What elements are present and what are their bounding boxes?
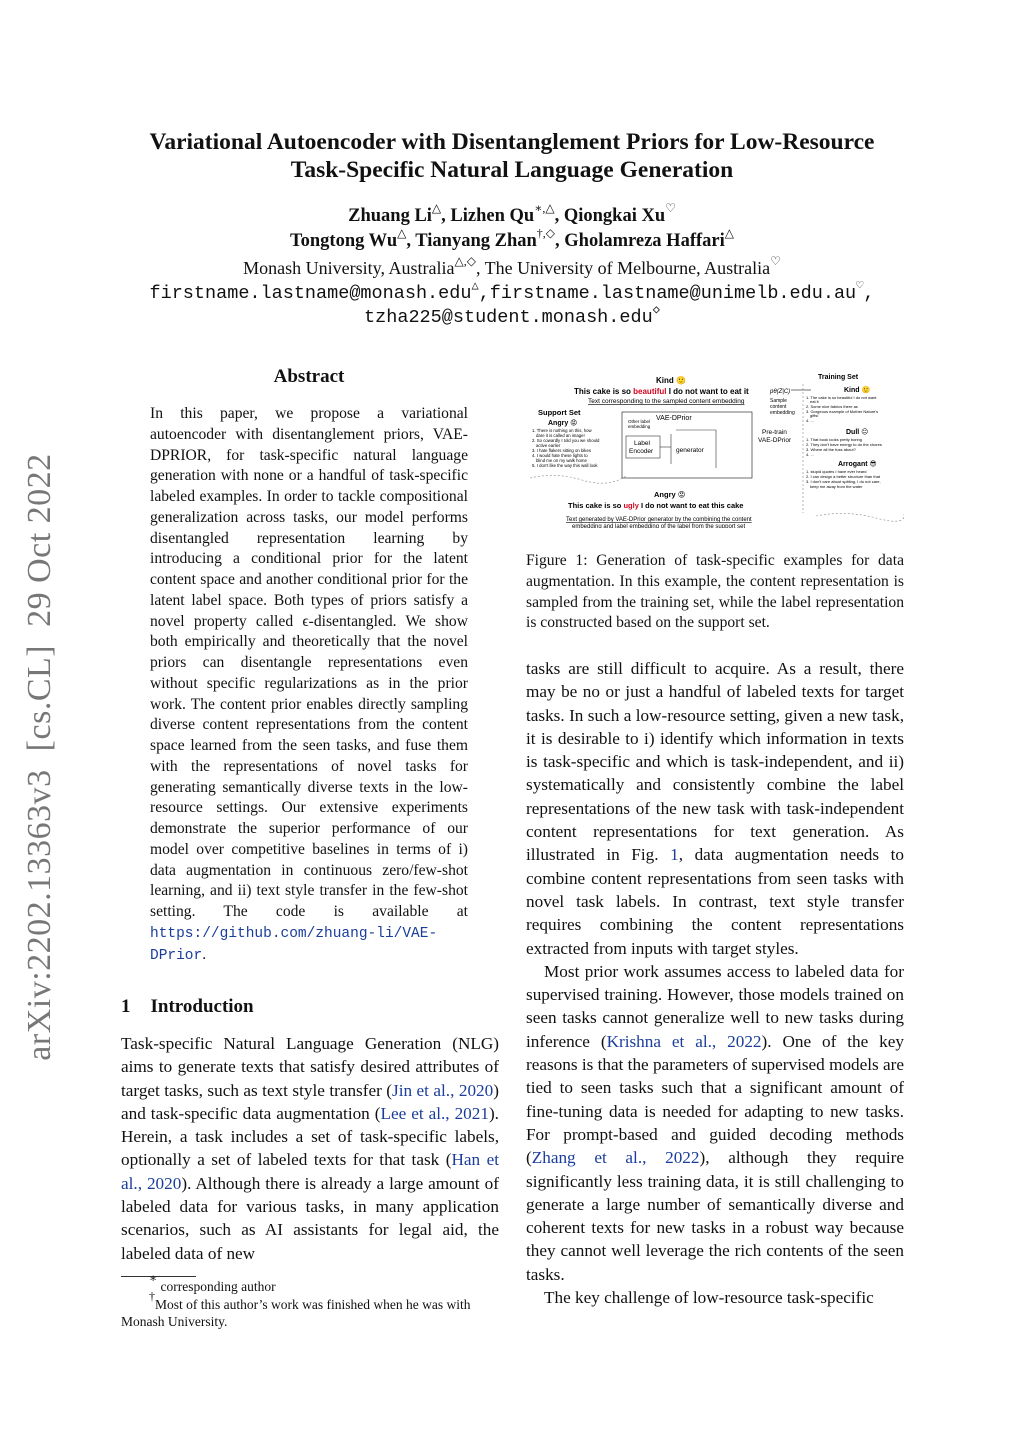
svg-text:blind me on my walk home: blind me on my walk home [536,458,587,463]
body-text: Task-specific Natural Language Generation (NLG) aims to generate texts that satisfy desired attributes of target tasks, such as text style transfer ( [121,1034,499,1100]
author-name: Zhuang Li [348,206,432,226]
svg-text:1. stupid quotes I have ever h: 1. stupid quotes I have ever heard [806,469,867,474]
intro-paragraph-2 [526,657,904,960]
figure-1-diagram [526,368,904,528]
fig-angry-label: Angry 😡 [548,420,578,427]
fig-arrogant-examples [806,469,881,489]
fig-angry-output: Angry 😡 [654,490,686,499]
svg-text:active earlier: active earlier [536,443,561,448]
fig-top-caption: Text corresponding to the sampled content embedding [588,398,745,405]
svg-text:eat it: eat it [810,399,819,404]
citation-link[interactable]: Zhang et al., 2022 [531,1148,700,1168]
section-heading [121,996,254,1018]
email-monash: firstname.lastname@monash.edu [149,283,472,304]
fig-label-encoder: Label Encoder [629,440,654,455]
email-mark: ◇ [652,303,660,317]
title-line-1: Variational Autoencoder with Disentanglement Priors for Low-Resource [149,129,875,155]
code-link[interactable]: https://github.com/zhuang-li/VAE-DPrior [150,925,438,964]
abstract-end: . [202,945,207,963]
author-row-1: Zhuang Li△, Lizhen Qu∗,△, Qiongkai Xu♡ [348,201,676,226]
body-text: Most prior work assumes access to labeled data for supervised training. However, those models trained on seen tasks cannot generalize well to new tasks during inference ( [526,961,904,1051]
fig-top-sentence: This cake is so beautiful I do not want to eat it [574,387,749,396]
svg-text:2. I can design a better struc: 2. I can design a better structure than that [806,474,881,479]
intro-paragraph-4: The key challenge of low-resource task-specific [544,1288,874,1308]
citation-link[interactable]: Lee et al., 2021 [380,1103,489,1123]
svg-text:3. Gorgeous example of Mother: 3. Gorgeous example of Mother Nature's [806,409,879,414]
svg-text:4. ...: 4. ... [806,452,814,457]
fig-bottom-caption: Text generated by VAE-DPrior generator by the combining the content embedding and label embedding of the label from the support set [566,517,752,528]
fig-set-boundary [530,475,626,483]
footnote-mark: † [149,1288,155,1303]
author-name: Lizhen Qu [450,206,535,226]
author-name: Tianyang Zhan [415,231,537,251]
citation-link[interactable]: Krishna et al., 2022 [606,1031,762,1051]
body-text: ) and task-specific data augmentation ( [121,1080,499,1123]
email-unimelb: ,firstname.lastname@unimelb.edu.au [478,283,857,304]
figure-ref-link[interactable]: 1 [670,845,679,865]
svg-text:1. The cake is so beautiful I: 1. The cake is so beautiful I do not want [806,395,877,400]
author-mark: †,◇ [536,226,556,240]
footnote-mark: ∗ [149,1271,158,1285]
fig-arrogant-label: Arrogant 😎 [838,461,877,468]
body-text: ). One of the key reasons is that the parameters of supervised models are tied to seen tasks such that a significant amount of fine-tuning data is needed for adapting to new tasks. For prompt-based and guided decoding methods ( [526,1031,904,1168]
svg-text:3. I hate flakers sitting on b: 3. I hate flakers sitting on bikes [532,448,591,453]
abstract-heading: Abstract [273,366,345,387]
author-mark: ∗,△ [534,201,555,215]
figure-1-caption: Figure 1: Generation of task-specific examples for data augmentation. In this example, the content representation is sampled from the training set, while the label representation is constructed based on the support set. [526,552,904,632]
citation-link[interactable]: Jin et al., 2020 [392,1080,494,1100]
fig-dull-examples [806,437,882,457]
body-text: ). Although there is already a large amount of labeled data for various tasks, in many application scenarios, such as AI assistants for legal aid, the labeled data of new [121,1173,499,1263]
fig-kind-examples [806,395,878,423]
fig-generator: generator [676,447,704,454]
svg-text:2. So cowardly I told you we s: 2. So cowardly I told you we should [532,438,600,443]
svg-text:4. ...: 4. ... [806,418,814,423]
svg-text:4. I would hate these lights t: 4. I would hate these lights to [532,453,588,458]
abstract-body [150,404,468,966]
affiliation-mark: ♡ [770,254,781,268]
affiliation-mark: △,◇ [454,254,476,268]
author-mark: ♡ [665,201,676,215]
body-text: ), although they require significantly less training data, it is still challenging to generate a large number of semantically diverse and coherent texts for new tasks in a robust way because they cannot well leverage the rich contents of the seen tasks. [526,1148,904,1284]
affiliations [60,256,964,280]
arxiv-identifier: arXiv:2202.13363v3 [cs.CL] 29 Oct 2022 [21,453,58,1061]
fig-dull-label: Dull 😐 [846,429,869,436]
fig-prior-label: pθ(Z|C) [770,389,791,395]
fig-kind-label: Kind 🙂 [656,376,686,385]
citation-link[interactable]: Han et al., 2020 [121,1150,499,1193]
body-text: ). Herein, a task includes a set of task-specific labels, optionally a set of labeled texts for that task ( [121,1103,499,1170]
svg-text:keep me away from the water: keep me away from the water [810,484,863,489]
abstract-text: In this paper, we propose a variational autoencoder with disentanglement priors, VAE-DPRIOR, for task-specific natural language generation with none or a handful of task-specific labeled examples. In order to tackle compositional generalization across tasks, our model performs disentangled representation learning by introducing a conditional prior for the latent content space and another conditional prior for the latent label space. Both types of priors satisfy a novel property called ϵ-disentangled. We show both empirically and theoretically that the novel priors can disentangle representations even without specific regularizations as in the prior work. The content prior enables directly sampling diverse content representations from the content space learned from the seen tasks, and fuse them with the representations of novel tasks for generating semantically diverse texts in the low-resource settings. Our extensive experiments demonstrate the superior performance of our model over competitive baselines in terms of i) data augmentation in continuous zero/few-shot learning, and ii) text style transfer in the few-shot setting. The code is available at [150,405,468,920]
footnote-rule [121,1276,196,1277]
footnote-2 [121,1288,499,1331]
svg-text:gifts!: gifts! [810,413,819,418]
section-title: Introduction [150,996,254,1017]
affiliation-melbourne: , The University of Melbourne, Australia [475,258,771,278]
body-text: , data augmentation needs to combine content representations from seen tasks with novel task labels. In contrast, text style transfer requires combining the content representations extracted from inputs with target styles. [526,845,905,958]
author-mark: △ [431,201,442,215]
body-text: tasks are still difficult to acquire. As a result, there may be no or just a handful of labeled texts for target tasks. In such a low-resource setting, given a new task, it is desirable to i) identify which information in texts is task-specific and which is task-independent, and ii) systematically and consistently combine the label representations of the new task with task-independent content representations for text generation. As illustrated in Fig. [526,659,904,865]
author-name: Tongtong Wu [290,231,398,251]
svg-text:1. There is nothing on this, h: 1. There is nothing on this, how [532,428,592,433]
footnote-text: Most of this author’s work was finished when he was with Monash University. [121,1296,471,1329]
fig-vae-title: VAE-DPrior [656,415,692,422]
fig-support-set: Support Set [538,408,581,417]
fig-kind-2: Kind 🙂 [844,387,871,394]
footnotes [121,1271,499,1331]
author-name: Gholamreza Haffari [564,231,725,251]
email-mark: ♡ [856,279,864,293]
author-row-2: Tongtong Wu△, Tianyang Zhan†,◇, Gholamreza Haffari△ [290,226,734,251]
title-line-2: Task-Specific Natural Language Generation [290,157,734,183]
fig-training-boundary-bottom [816,513,904,521]
svg-text:2. They don't have energy to d: 2. They don't have energy to do the chores [806,442,882,447]
email-block [60,279,964,330]
email-mark: △ [471,279,479,293]
footnote-text: corresponding author [157,1279,276,1294]
affiliation-monash: Monash University, Australia [243,258,455,278]
email-student: tzha225@student.monash.edu [364,307,653,328]
email-separator: , [863,283,875,304]
svg-text:1. That book looks pretty bori: 1. That book looks pretty boring [806,437,862,442]
intro-paragraph-3 [526,960,904,1286]
fig-sample-note: Sample content embedding [770,398,795,416]
svg-text:3. Where all the fuss about?: 3. Where all the fuss about? [806,447,856,452]
fig-training-set: Training Set [818,374,859,381]
intro-right-column [526,657,904,1309]
fig-support-examples [532,428,600,468]
paper-title [60,128,964,184]
footnote-1 [121,1271,499,1296]
fig-pretrain: Pre-train VAE-DPrior [758,429,792,444]
svg-text:dare it is called an image!: dare it is called an image! [536,433,585,438]
author-mark: △ [724,226,734,240]
intro-paragraph-1 [121,1032,499,1265]
fig-bottom-sentence: This cake is so ugly I do not want to eat this cake [568,501,744,510]
fig-other-label-note: Other label embedding [628,419,651,429]
svg-text:2. Some nice fabrics there as: 2. Some nice fabrics there as [806,404,858,409]
author-list [60,201,964,254]
author-name: Qiongkai Xu [563,206,666,226]
author-mark: △ [397,226,407,240]
section-number: 1 [121,996,131,1017]
svg-text:3. I don't care about spitting: 3. I don't care about spitting, I do not care, [806,479,881,484]
svg-text:5. I don't like the way this w: 5. I don't like the way this wall look [532,463,598,468]
